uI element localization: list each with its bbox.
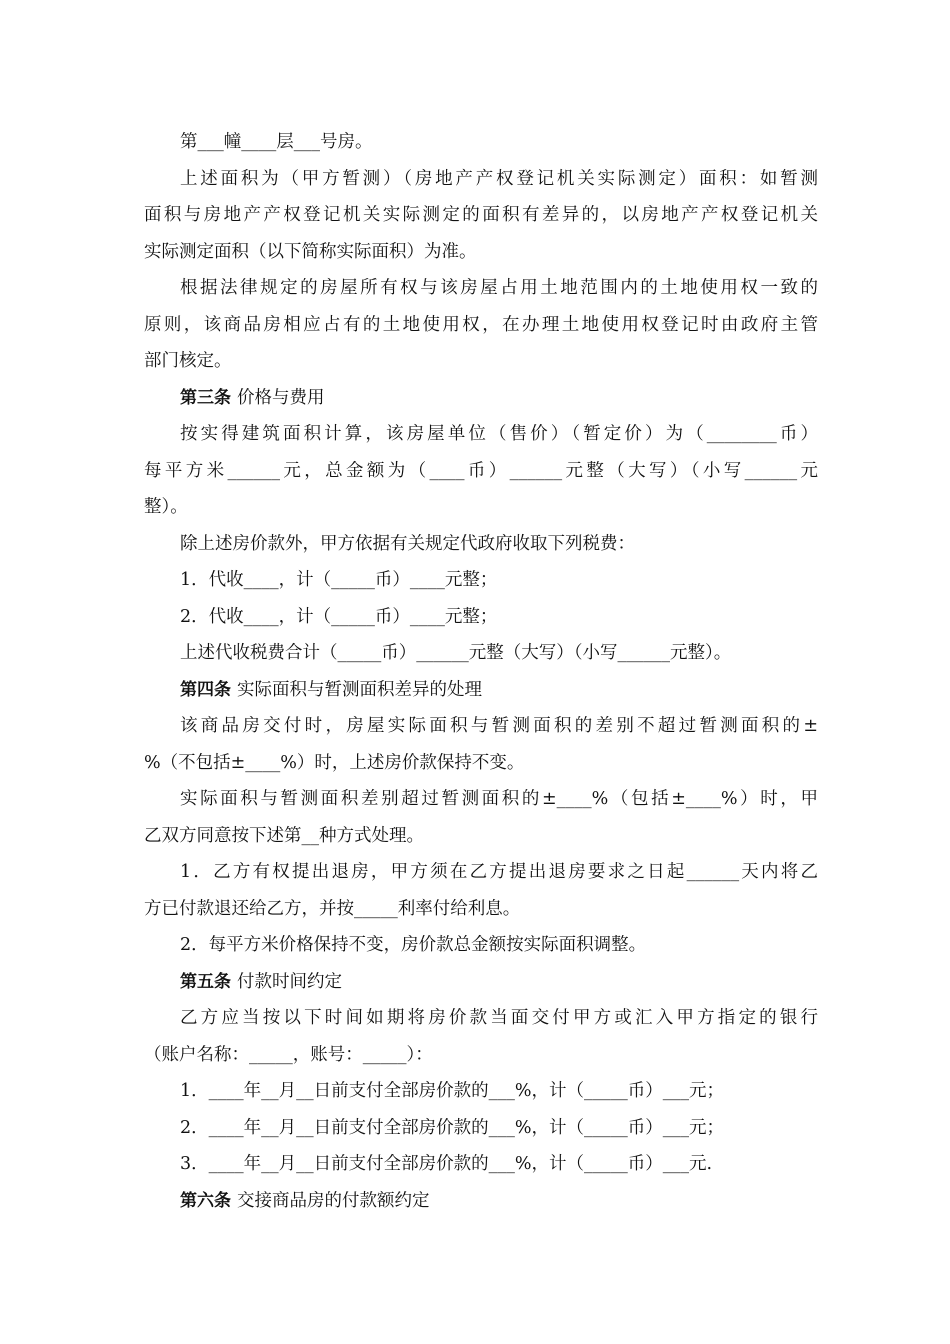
paragraph-line: 按实得建筑面积计算，该房屋单位（售价）（暂定价）为（________币） [180, 424, 818, 444]
paragraph-line: 部门核定。 [144, 351, 232, 371]
paragraph-line: 实际面积与暂测面积差别超过暂测面积的±____%（包括±____%）时，甲 [180, 789, 818, 809]
paragraph-line: 第___幢____层___号房。 [180, 132, 373, 152]
paragraph-line: 1．____年__月__日前支付全部房价款的___%，计（_____币）___元； [180, 1081, 725, 1101]
article-title: 付款时间约定 [237, 971, 342, 992]
article-heading-5 [144, 964, 818, 1001]
paragraph-line: 除上述房价款外，甲方依据有关规定代政府收取下列税费： [180, 533, 635, 554]
article-title: 实际面积与暂测面积差异的处理 [237, 679, 482, 700]
paragraph-line: 根据法律规定的房屋所有权与该房屋占用土地范围内的土地使用权一致的 [180, 278, 818, 298]
paragraph-line: 该商品房交付时，房屋实际面积与暂测面积的差别不超过暂测面积的± [180, 716, 818, 736]
paragraph-line: 上述面积为（甲方暂测）（房地产产权登记机关实际测定）面积：如暂测 [180, 168, 818, 189]
article-heading-4 [144, 672, 818, 709]
paragraph-line: 上述代收税费合计（_____币）______元整（大写）（小写______元整）。 [180, 643, 732, 663]
paragraph-line: %（不包括±____%）时，上述房价款保持不变。 [144, 752, 525, 773]
paragraph-line: 整）。 [144, 497, 188, 517]
article-title: 交接商品房的付款额约定 [237, 1190, 430, 1211]
paragraph-line: 乙方应当按以下时间如期将房价款当面交付甲方或汇入甲方指定的银行 [180, 1008, 818, 1028]
paragraph-line: （账户名称：_____，账号：_____）： [144, 1044, 433, 1065]
article-number: 第四条 [180, 679, 231, 700]
paragraph-line: 方已付款退还给乙方，并按_____利率付给利息。 [144, 898, 521, 919]
paragraph-line: 3．____年__月__日前支付全部房价款的___%，计（_____币）___元. [180, 1154, 713, 1174]
paragraph-line: 1．代收____，计（_____币）____元整； [180, 570, 498, 590]
paragraph-line: 1．乙方有权提出退房，甲方须在乙方提出退房要求之日起______天内将乙 [180, 862, 818, 882]
paragraph-line: 2．每平方米价格保持不变，房价款总金额按实际面积调整。 [180, 935, 647, 955]
paragraph-line: 乙双方同意按下述第__种方式处理。 [144, 825, 424, 846]
paragraph-line: 2．____年__月__日前支付全部房价款的___%，计（_____币）___元； [180, 1117, 725, 1138]
article-number: 第五条 [180, 971, 231, 992]
article-title: 价格与费用 [237, 387, 325, 408]
paragraph-line: 每平方米______元，总金额为（____币）______元整（大写）（小写______元 [144, 460, 818, 481]
paragraph-line: 2．代收____，计（_____币）____元整； [180, 606, 498, 627]
paragraph-line: 原则，该商品房相应占有的土地使用权，在办理土地使用权登记时由政府主管 [144, 314, 818, 335]
article-heading-3 [144, 380, 818, 417]
article-heading-6 [144, 1183, 818, 1220]
paragraph-line: 面积与房地产产权登记机关实际测定的面积有差异的，以房地产产权登记机关 [144, 205, 818, 225]
article-number: 第三条 [180, 387, 231, 408]
article-number: 第六条 [180, 1190, 231, 1211]
paragraph-line: 实际测定面积（以下简称实际面积）为准。 [144, 241, 477, 262]
